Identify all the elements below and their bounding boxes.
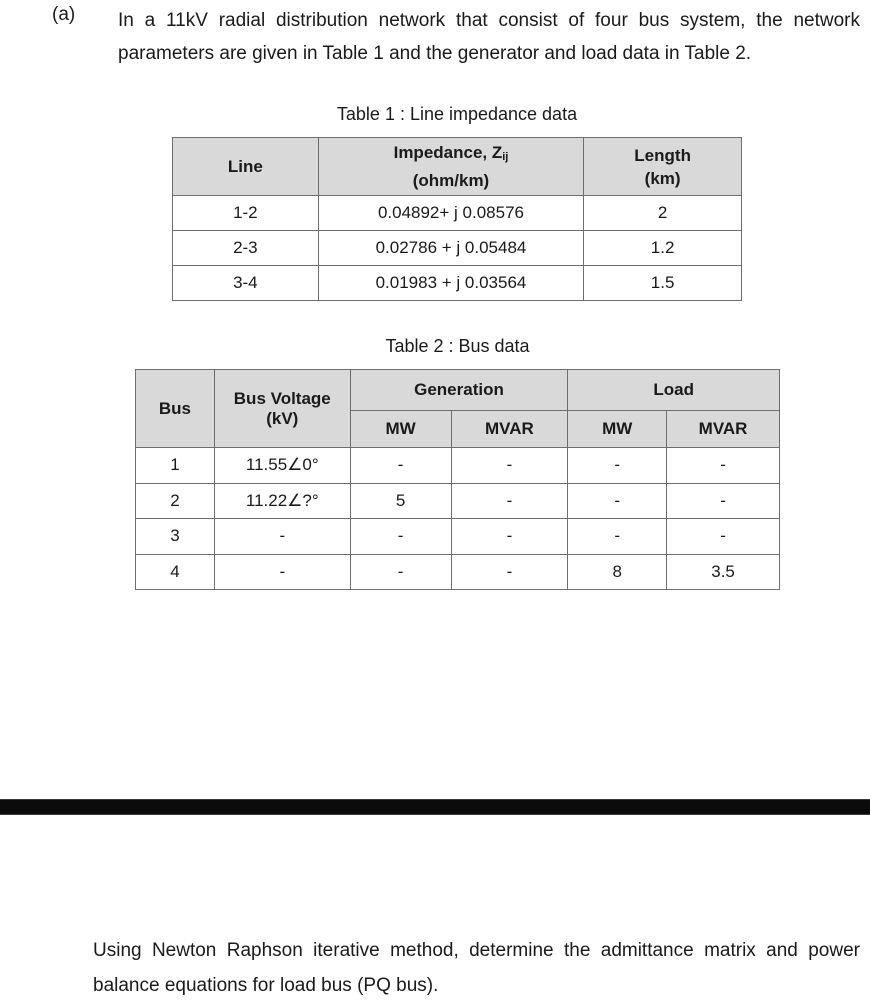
cell-line: 3-4	[173, 266, 319, 301]
cell-gen-mvar: -	[451, 554, 568, 590]
cell-gen-mvar: -	[451, 483, 568, 519]
header-gen-mw: MW	[350, 411, 451, 448]
cell-load-mvar: -	[667, 448, 780, 484]
header-length-unit: (km)	[644, 168, 681, 188]
cell-length: 2	[584, 196, 742, 231]
cell-gen-mvar: -	[451, 519, 568, 555]
header-load-mw: MW	[568, 411, 667, 448]
table2-caption: Table 2 : Bus data	[385, 336, 530, 356]
header-bus-voltage	[214, 370, 350, 448]
header-impedance-unit: (ohm/km)	[412, 171, 490, 190]
table-header-row	[173, 138, 742, 196]
cell-load-mvar: -	[667, 483, 780, 519]
cell-length: 1.2	[584, 231, 742, 266]
cell-impedance: 0.02786 + j 0.05484	[318, 231, 584, 266]
cell-voltage: -	[214, 519, 350, 555]
bus-data-table	[135, 369, 780, 590]
header-bus: Bus	[136, 370, 215, 448]
cell-load-mw: -	[568, 519, 667, 555]
cell-load-mvar: 3.5	[667, 554, 780, 590]
line-impedance-table	[172, 137, 742, 301]
cell-gen-mw: -	[350, 448, 451, 484]
table-row	[136, 554, 780, 590]
table-row	[173, 231, 742, 266]
cell-load-mw: -	[568, 448, 667, 484]
header-impedance	[318, 138, 584, 196]
header-generation: Generation	[350, 370, 568, 411]
header-load: Load	[568, 370, 780, 411]
cell-load-mw: 8	[568, 554, 667, 590]
table-row	[173, 266, 742, 301]
header-length	[584, 138, 742, 196]
header-voltage-label: Bus Voltage	[233, 388, 331, 408]
cell-bus: 3	[136, 519, 215, 555]
cell-gen-mw: -	[350, 554, 451, 590]
cell-line: 1-2	[173, 196, 319, 231]
table-row	[136, 519, 780, 555]
cell-gen-mw: -	[350, 519, 451, 555]
cell-bus: 4	[136, 554, 215, 590]
table-row	[173, 196, 742, 231]
question-paragraph: Using Newton Raphson iterative method, determine the admittance matrix and power balance equations for load bus (PQ bus).	[93, 940, 860, 996]
cell-line: 2-3	[173, 231, 319, 266]
cell-length: 1.5	[584, 266, 742, 301]
intro-paragraph: In a 11kV radial distribution network that consist of four bus system, the network parameters are given in Table 1 and the generator and load data in Table 2.	[118, 10, 860, 64]
header-length-label: Length	[634, 145, 691, 165]
cell-voltage: 11.22∠?°	[214, 483, 350, 519]
table-row	[136, 448, 780, 484]
header-impedance-label: Impedance, Z	[393, 143, 503, 162]
header-load-mvar: MVAR	[667, 411, 780, 448]
cell-voltage: -	[214, 554, 350, 590]
cell-bus: 1	[136, 448, 215, 484]
header-line: Line	[173, 138, 319, 196]
header-voltage-unit: (kV)	[266, 408, 299, 428]
cell-load-mvar: -	[667, 519, 780, 555]
cell-load-mw: -	[568, 483, 667, 519]
cell-voltage: 11.55∠0°	[214, 448, 350, 484]
table-row	[136, 483, 780, 519]
part-label: (a)	[52, 4, 76, 25]
cell-impedance: 0.01983 + j 0.03564	[318, 266, 584, 301]
cell-bus: 2	[136, 483, 215, 519]
divider-bar	[0, 799, 870, 815]
header-impedance-subscript: ij	[502, 151, 509, 163]
header-gen-mvar: MVAR	[451, 411, 568, 448]
table-header-row	[136, 370, 780, 411]
cell-gen-mw: 5	[350, 483, 451, 519]
cell-impedance: 0.04892+ j 0.08576	[318, 196, 584, 231]
table1-caption: Table 1 : Line impedance data	[336, 104, 578, 124]
cell-gen-mvar: -	[451, 448, 568, 484]
